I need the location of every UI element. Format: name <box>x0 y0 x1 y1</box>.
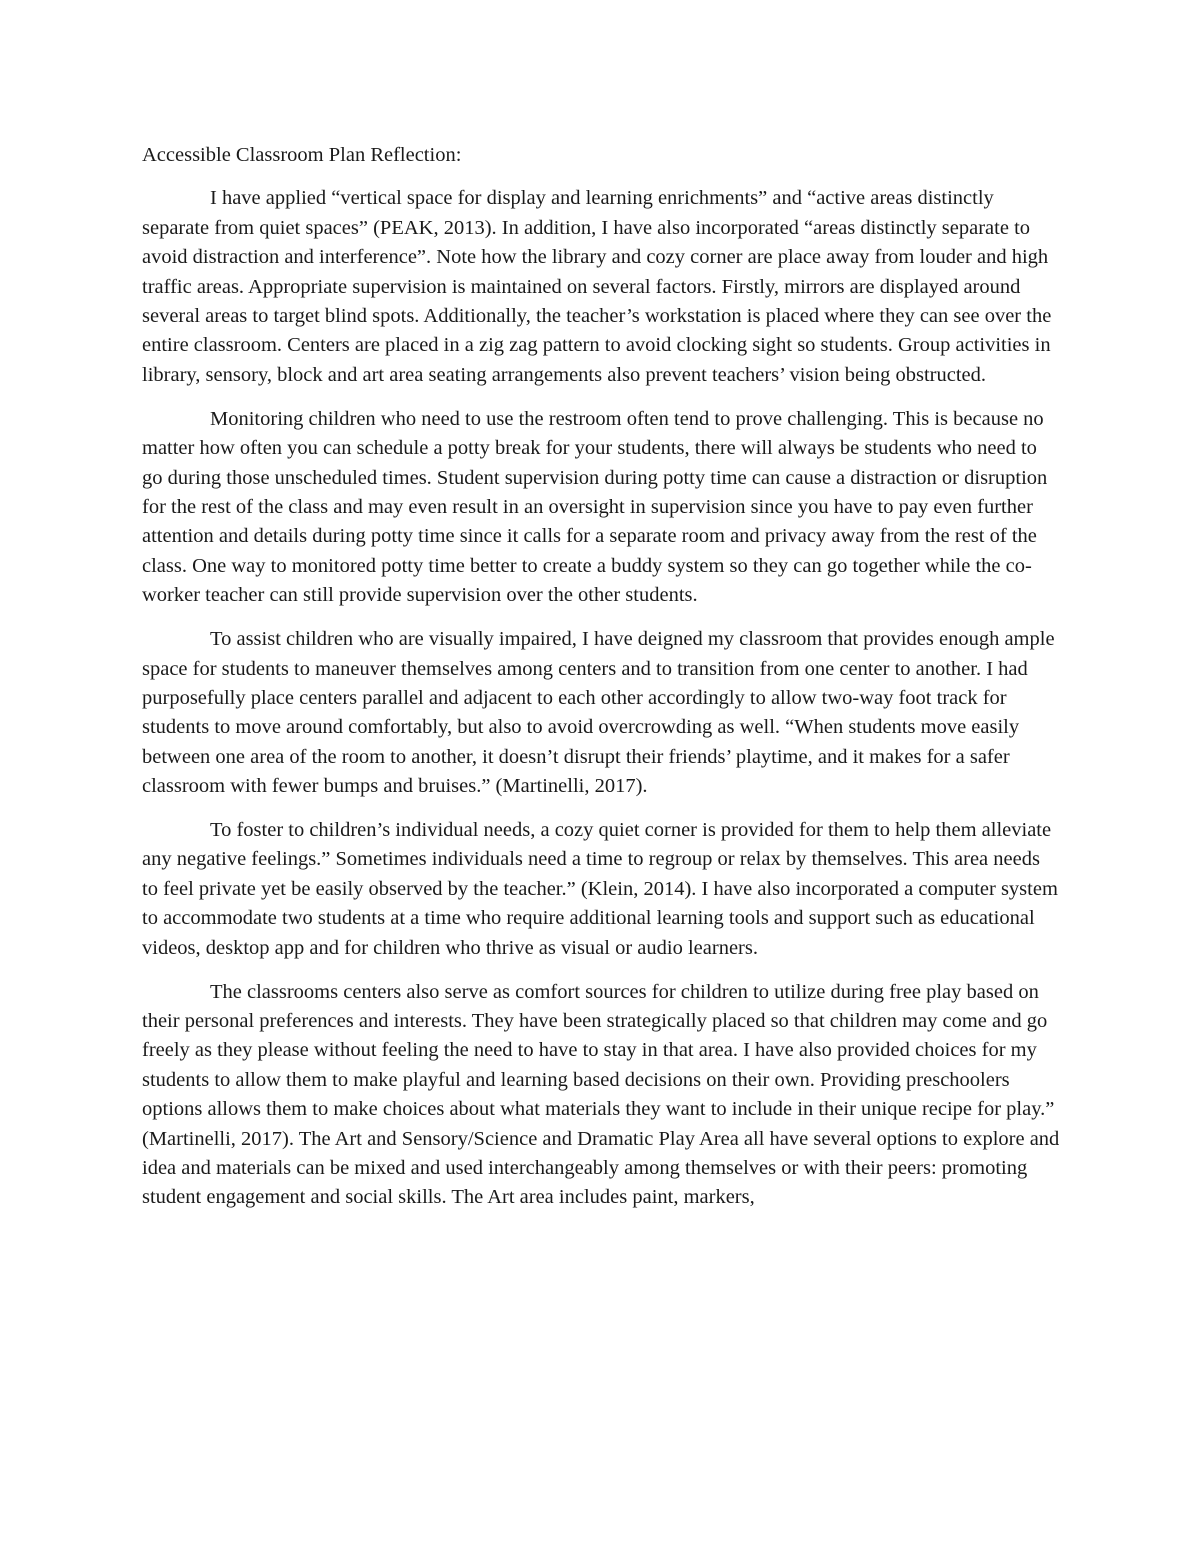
paragraph-restroom-monitoring: Monitoring children who need to use the restroom often tend to prove challenging. This is because no matter how often you can schedule a potty break for your students, there will always be students who need to go during those unscheduled times. Student supervision during potty time can cause a distraction or disruption for the rest of the class and may even result in an oversight in supervision since you have to pay even further attention and details during potty time since it calls for a separate room and privacy away from the rest of the class. One way to monitored potty time better to create a buddy system so they can go together while the co-worker teacher can still provide supervision over the other students. <box>142 407 1048 607</box>
paragraph-design-principles: I have applied “vertical space for display and learning enrichments” and “active areas distinctly separate from quiet spaces” (PEAK, 2013). In addition, I have also incorporated “areas distinctly separate to avoid distraction and interference”. Note how the library and cozy corner are place away from louder and high traffic areas. Appropriate supervision is maintained on several factors. Firstly, mirrors are displayed around several areas to target blind spots. Additionally, the teacher’s workstation is placed where they can see over the entire classroom. Centers are placed in a zig zag pattern to avoid clocking sight so students. Group activities in library, sensory, block and art area seating arrangements also prevent teachers’ vision being obstructed. <box>142 187 1052 386</box>
document-body <box>142 141 1060 1227</box>
paragraph-comfort-sources: The classrooms centers also serve as comfort sources for children to utilize during free play based on their personal preferences and interests. They have been strategically placed so that children may come and go freely as they please without feeling the need to have to stay in that area. I have also provided choices for my students to allow them to make playful and learning based decisions on their own. Providing preschoolers options allows them to make choices about what materials they want to include in their unique recipe for play.” (Martinelli, 2017). The Art and Sensory/Science and Dramatic Play Area all have several options to explore and idea and materials can be mixed and used interchangeably among themselves or with their peers: promoting student engagement and social skills. The Art area includes paint, markers, <box>142 980 1060 1209</box>
paragraph-individual-needs: To foster to children’s individual needs, a cozy quiet corner is provided for them to help them alleviate any negative feelings.” Sometimes individuals need a time to regroup or relax by themselves. This area needs to feel private yet be easily observed by the teacher.” (Klein, 2014). I have also incorporated a computer system to accommodate two students at a time who require additional learning tools and support such as educational videos, desktop app and for children who thrive as visual or audio learners. <box>142 819 1058 959</box>
document-title: Accessible Classroom Plan Reflection: <box>142 144 462 166</box>
paragraph-visual-impairment: To assist children who are visually impaired, I have deigned my classroom that provides enough ample space for students to maneuver themselves among centers and to transition from one center to another. I had purposefully place centers parallel and adjacent to each other accordingly to allow two-way foot track for students to move around comfortably, but also to avoid overcrowding as well. “When students move easily between one area of the room to another, it doesn’t disrupt their friends’ playtime, and it makes for a safer classroom with fewer bumps and bruises.” (Martinelli, 2017). <box>142 628 1055 798</box>
